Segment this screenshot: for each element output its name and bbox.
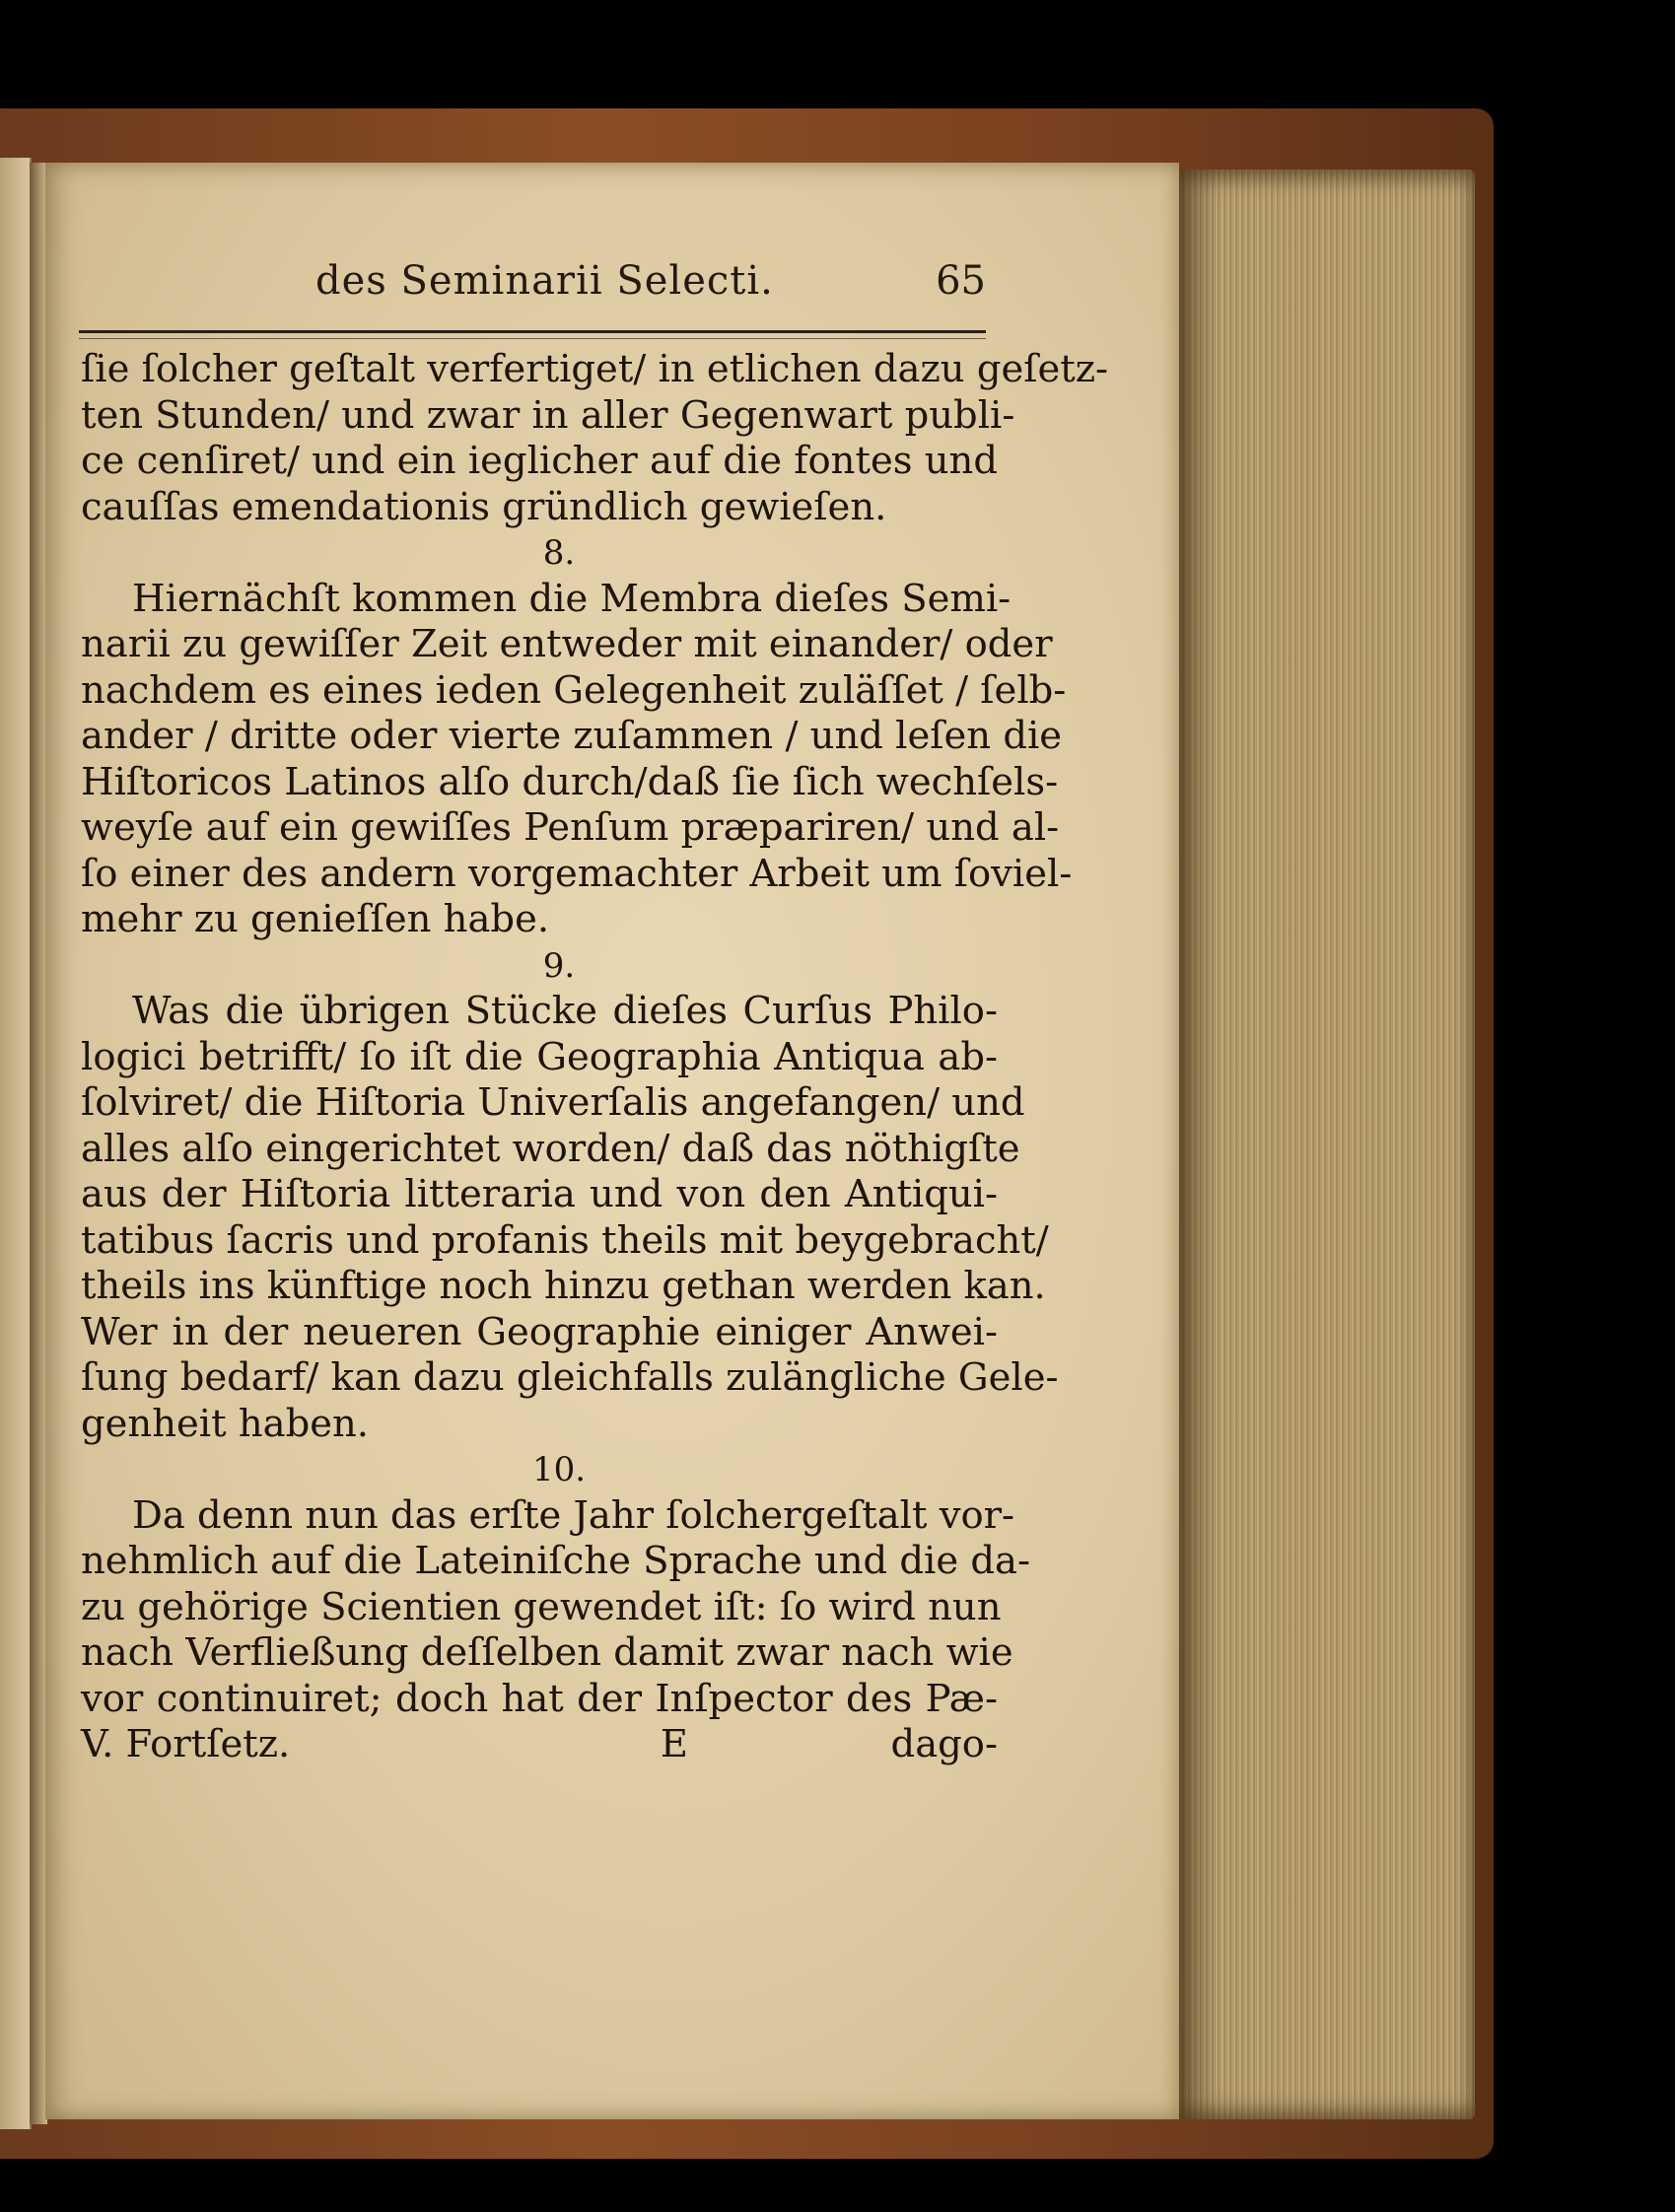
- text-line: genheit haben.: [81, 1401, 370, 1446]
- page-block-shadow: [1179, 170, 1219, 2119]
- text-line: weyſe auf ein gewiſſes Penſum præpariren/ und al-: [81, 805, 1060, 850]
- paragraph-start: Hiernächſt kommen die Membra dieſes Semi-: [132, 576, 1012, 621]
- text-line: ſung bedarf/ kan dazu gleichfalls zulängliche Gele-: [81, 1355, 1059, 1400]
- text-line: nach Verfließung deſſelben damit zwar nach wie: [81, 1630, 1013, 1675]
- text-line: ce cenſiret/ und ein ieglicher auf die fontes und: [81, 439, 998, 483]
- text-line: theils ins künftige noch hinzu gethan werden kan.: [81, 1264, 1046, 1308]
- catchword: dago-: [890, 1722, 998, 1766]
- signature-note: V. Fortſetz.: [81, 1722, 291, 1766]
- text-line: Wer in der neueren Geographie einiger Anwei-: [81, 1309, 998, 1354]
- text-line: ſo einer des andern vorgemachter Arbeit um ſoviel-: [81, 851, 1073, 896]
- text-line: ten Stunden/ und zwar in aller Gegenwart publi-: [81, 392, 1015, 438]
- text-line: mehr zu genieſſen habe.: [81, 897, 550, 941]
- page-block-edges: [1179, 170, 1475, 2119]
- section-number: 8.: [542, 533, 576, 573]
- paragraph-start: Da denn nun das erſte Jahr ſolchergeſtalt vor-: [132, 1492, 1015, 1538]
- text-line: tatibus ſacris und profanis theils mit beygebracht/: [81, 1217, 1049, 1263]
- text-line: narii zu gewiſſer Zeit entweder mit einander/ oder: [81, 622, 1053, 666]
- text-line: Hiſtoricos Latinos alſo durch/daß ſie ſich wechſels-: [81, 759, 1059, 804]
- body-text: [81, 347, 1109, 1768]
- text-line: logici betrifft/ ſo iſt die Geographia Antiqua ab-: [81, 1034, 998, 1079]
- text-line: aus der Hiſtoria litteraria und von den Antiqui-: [81, 1172, 998, 1216]
- text-line: ſolviret/ die Hiſtoria Univerſalis angefangen/ und: [81, 1080, 1025, 1125]
- page-number: 65: [936, 258, 986, 304]
- text-line: cauſſas emendationis gründlich gewieſen.: [81, 484, 887, 529]
- page-header: [315, 258, 986, 327]
- header-rule-thin: [79, 338, 986, 339]
- page-footer: [81, 1722, 998, 1768]
- text-line: zu gehörige Scientien gewendet iſt: ſo wird nun: [81, 1584, 1002, 1629]
- text-line: ſie ſolcher geſtalt verfertiget/ in etlichen dazu geſetz-: [81, 347, 1109, 391]
- text-line: ander / dritte oder vierte zuſammen / und leſen die: [81, 714, 1063, 758]
- facing-page-edge: [0, 158, 32, 2129]
- text-line: nachdem es eines ieden Gelegenheit zuläſſet / ſelb-: [81, 667, 1067, 713]
- header-rule: [79, 330, 986, 333]
- running-title: des Seminarii Selecti.: [315, 258, 774, 304]
- section-number: 9.: [542, 945, 576, 986]
- paragraph-start: Was die übrigen Stücke dieſes Curſus Philo-: [132, 989, 998, 1033]
- text-line: vor continuiret; doch hat der Inſpector des Pæ-: [81, 1676, 998, 1721]
- signature-mark: E: [660, 1722, 688, 1766]
- section-number: 10.: [531, 1450, 587, 1489]
- text-line: alles alſo eingerichtet worden/ daß das nöthigſte: [81, 1126, 1020, 1171]
- text-line: nehmlich auf die Lateiniſche Sprache und die da-: [81, 1539, 1030, 1583]
